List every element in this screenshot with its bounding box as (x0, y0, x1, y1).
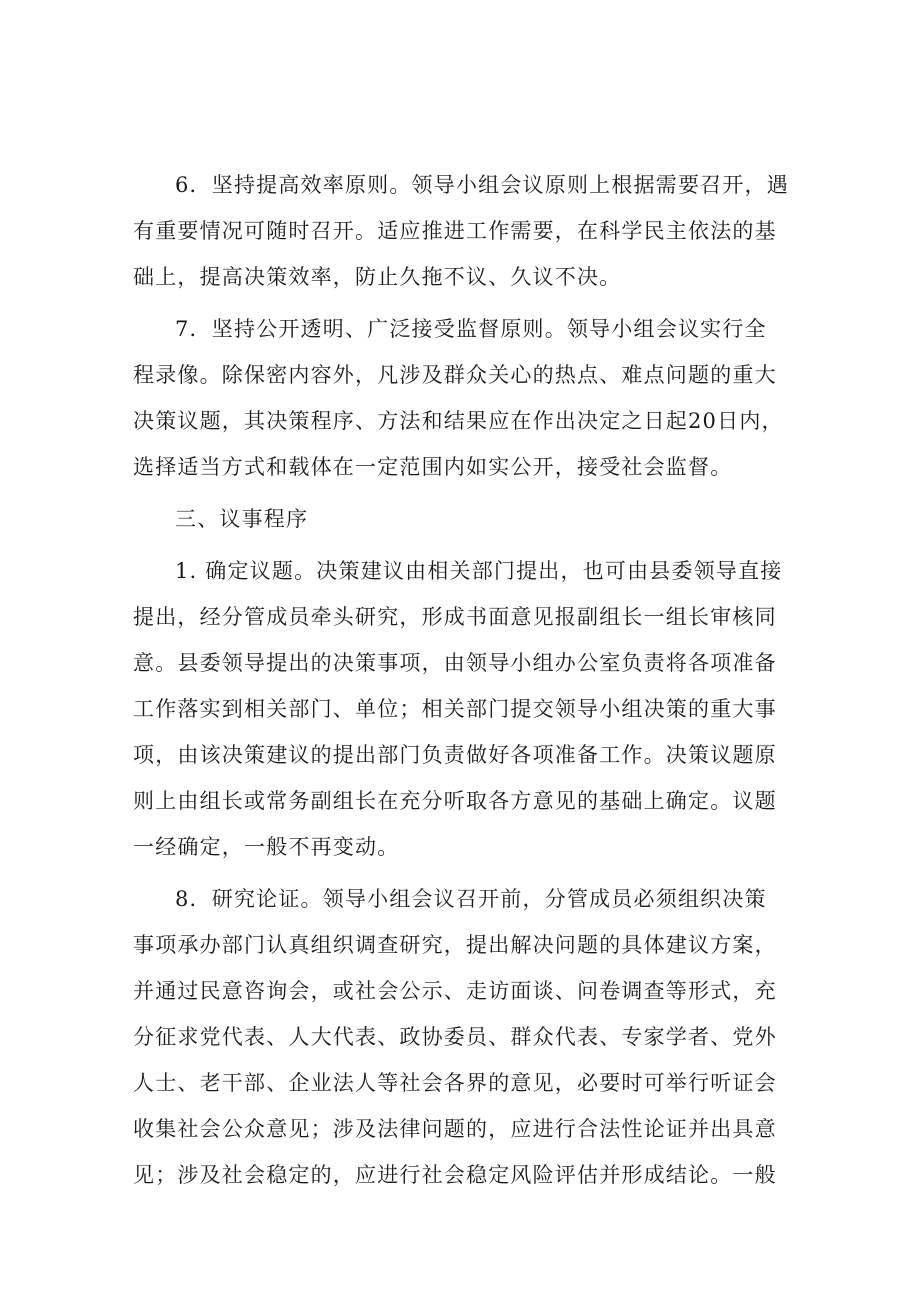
text-line: 意。县委领导提出的决策事项，由领导小组办公室负责将各项准备 (133, 651, 777, 675)
heading-text: 三、议事程序 (175, 507, 309, 531)
text-line: 则上由组长或常务副组长在充分听取各方意见的基础上确定。议题 (133, 789, 777, 813)
text-line: 提出，经分管成员牵头研究，形成书面意见报副组长一组长审核同 (133, 605, 777, 629)
text-line: 并通过民意咨询会，或社会公示、走访面谈、问卷调查等形式，充 (133, 979, 777, 1003)
paragraph-1-topics (133, 548, 799, 870)
document-body (133, 162, 799, 1198)
paragraph-7-transparency (133, 306, 799, 490)
paragraph-6-efficiency (133, 162, 799, 300)
text-line: 1. 确定议题。决策建议由相关部门提出，也可由县委领导直接 (175, 559, 783, 583)
paragraph-8-research (133, 876, 799, 1198)
text-line: 事项承办部门认真组织调查研究，提出解决问题的具体建议方案， (133, 933, 777, 957)
text-line: 程录像。除保密内容外，凡涉及群众关心的热点、难点问题的重大 (133, 363, 777, 387)
text-line: 分征求党代表、人大代表、政协委员、群众代表、专家学者、党外 (133, 1025, 777, 1049)
text-line: 有重要情况可随时召开。适应推进工作需要，在科学民主依法的基 (133, 219, 777, 243)
text-line: 8．研究论证。领导小组会议召开前，分管成员必须组织决策 (175, 887, 767, 911)
section-heading-procedure (133, 496, 799, 542)
text-line: 6．坚持提高效率原则。领导小组会议原则上根据需要召开，遇 (175, 173, 789, 197)
text-line: 工作落实到相关部门、单位；相关部门提交领导小组决策的重大事 (133, 697, 777, 721)
text-line: 选择适当方式和载体在一定范围内如实公开，接受社会监督。 (133, 455, 733, 479)
text-line: 收集社会公众意见；涉及法律问题的，应进行合法性论证并出具意 (133, 1117, 777, 1141)
text-line: 人士、老干部、企业法人等社会各界的意见，必要时可举行听证会 (133, 1071, 777, 1095)
text-line: 础上，提高决策效率，防止久拖不议、久议不决。 (133, 265, 622, 289)
text-line: 7．坚持公开透明、广泛接受监督原则。领导小组会议实行全 (175, 317, 767, 341)
text-line: 见；涉及社会稳定的，应进行社会稳定风险评估并形成结论。一般 (133, 1163, 777, 1187)
text-line: 决策议题，其决策程序、方法和结果应在作出决定之日起20日内， (133, 409, 784, 433)
text-line: 项，由该决策建议的提出部门负责做好各项准备工作。决策议题原 (133, 743, 777, 767)
text-line: 一经确定，一般不再变动。 (133, 835, 400, 859)
